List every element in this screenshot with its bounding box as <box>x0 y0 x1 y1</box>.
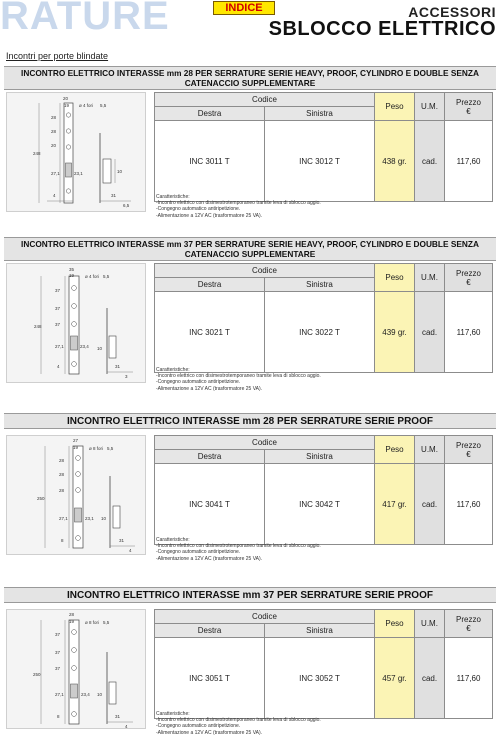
dim-label: 3 <box>125 374 128 379</box>
sinistra-header: Sinistra <box>265 624 375 638</box>
dim-label: 28 <box>51 115 57 120</box>
technical-drawing-4 <box>6 609 146 729</box>
characteristics-notes <box>156 711 356 736</box>
dim-label: 27,1 <box>51 171 60 176</box>
note-line: -Alimentazione a 12V AC (trasformatore 25 VA). <box>156 385 263 392</box>
weight-value: 439 gr. <box>375 292 415 373</box>
code-left: INC 3022 T <box>265 292 375 373</box>
dim-label: 28 <box>59 472 65 477</box>
code-right: INC 3051 T <box>155 638 265 719</box>
um-header: U.M. <box>415 610 445 638</box>
currency-label: € <box>466 106 471 116</box>
dim-label: 37 <box>55 650 61 655</box>
um-header: U.M. <box>415 436 445 464</box>
destra-header: Destra <box>155 624 265 638</box>
dim-label: 37 <box>55 306 61 311</box>
note-line: -Congegno automatico antiripetizione. <box>156 206 241 213</box>
strike-plate-diagram <box>7 264 147 384</box>
product-table-4 <box>154 609 493 719</box>
note-line: -Congegno automatico antiripetizione. <box>156 549 241 556</box>
destra-header: Destra <box>155 450 265 464</box>
dim-label: 19 <box>69 619 75 624</box>
weight-value: 417 gr. <box>375 464 415 545</box>
product-section-4 <box>4 587 496 752</box>
dim-label: 250 <box>37 496 45 501</box>
product-section-3 <box>4 413 496 573</box>
code-right: INC 3041 T <box>155 464 265 545</box>
dim-label: 19 <box>73 445 79 450</box>
unit-value: cad. <box>415 121 445 202</box>
technical-drawing-1 <box>6 92 146 212</box>
dim-label: 37 <box>55 288 61 293</box>
um-header: U.M. <box>415 93 445 121</box>
dim-label: 5,5 <box>100 103 107 108</box>
dim-label: ø 4 fori <box>85 274 100 279</box>
dim-label: 19 <box>64 103 70 108</box>
dim-label: 248 <box>34 324 42 329</box>
note-line: Caratteristiche: <box>156 367 190 373</box>
dim-label: 28 <box>59 488 65 493</box>
prezzo-header <box>445 264 493 292</box>
dim-label: 37 <box>55 666 61 671</box>
category-label: ACCESSORI <box>408 4 496 20</box>
dim-label: 27,1 <box>59 516 68 521</box>
page-header <box>0 0 500 46</box>
dim-label: 20 <box>51 143 57 148</box>
weight-value: 457 gr. <box>375 638 415 719</box>
dim-label: 37 <box>55 632 61 637</box>
dim-label: 35 <box>69 267 75 272</box>
dim-label: 10 <box>97 346 103 351</box>
price-value: 117,60 <box>445 292 493 373</box>
peso-header: Peso <box>375 264 415 292</box>
dim-label: 8 <box>61 538 64 543</box>
note-line: -Incontro elettrico con disimestrotemporaneo tramite leva di sblocco aggio. <box>156 717 321 724</box>
technical-drawing-3 <box>6 435 146 555</box>
prezzo-label: Prezzo <box>456 614 481 624</box>
dim-label: 28 <box>51 129 57 134</box>
product-table-1 <box>154 92 493 202</box>
peso-header: Peso <box>375 93 415 121</box>
unit-value: cad. <box>415 292 445 373</box>
characteristics-notes <box>156 537 356 562</box>
dim-label: 4 <box>125 724 128 729</box>
dim-label: 23,4 <box>80 344 89 349</box>
peso-header: Peso <box>375 610 415 638</box>
code-right: INC 3011 T <box>155 121 265 202</box>
dim-label: 248 <box>33 151 41 156</box>
dim-label: 5,5 <box>103 274 110 279</box>
dim-label: 31 <box>115 714 121 719</box>
dim-label: 31 <box>111 193 117 198</box>
dim-label: 10 <box>101 516 107 521</box>
note-line: Caratteristiche: <box>156 711 190 717</box>
strike-plate-diagram <box>7 93 147 213</box>
peso-header: Peso <box>375 436 415 464</box>
note-line: Caratteristiche: <box>156 537 190 543</box>
section-title: INCONTRO ELETTRICO INTERASSE mm 28 PER SERRATURE SERIE HEAVY, PROOF, CYLINDRO E DOUBLE SENZA CATENACCIO SUPPLEMENTARE <box>4 66 496 90</box>
price-value: 117,60 <box>445 638 493 719</box>
note-line: -Incontro elettrico con disimestrotemporaneo tramite leva di sblocco aggio. <box>156 543 321 550</box>
dim-label: ø 4 fori <box>79 103 94 108</box>
codice-header: Codice <box>155 436 375 450</box>
sinistra-header: Sinistra <box>265 278 375 292</box>
dim-label: 27,1 <box>55 344 64 349</box>
dim-label: 31 <box>119 538 125 543</box>
dim-label: 20 <box>63 96 69 101</box>
codice-header: Codice <box>155 93 375 107</box>
weight-value: 438 gr. <box>375 121 415 202</box>
dim-label: 31 <box>115 364 121 369</box>
dim-label: 23,1 <box>85 516 94 521</box>
dim-label: 250 <box>33 672 41 677</box>
code-left: INC 3052 T <box>265 638 375 719</box>
currency-label: € <box>466 277 471 287</box>
sinistra-header: Sinistra <box>265 450 375 464</box>
dim-label: 10 <box>117 169 123 174</box>
code-left: INC 3042 T <box>265 464 375 545</box>
note-line: -Congegno automatico antiripetizione. <box>156 723 241 730</box>
prezzo-label: Prezzo <box>456 97 481 107</box>
codice-header: Codice <box>155 610 375 624</box>
dim-label: 23,4 <box>81 692 90 697</box>
note-line: -Congegno automatico antiripetizione. <box>156 379 241 386</box>
destra-header: Destra <box>155 278 265 292</box>
dim-label: 23,1 <box>74 171 83 176</box>
note-line: -Alimentazione a 12V AC (trasformatore 25 VA). <box>156 212 263 219</box>
section-title: INCONTRO ELETTRICO INTERASSE mm 37 PER SERRATURE SERIE PROOF <box>4 587 496 603</box>
prezzo-label: Prezzo <box>456 440 481 450</box>
dim-label: 5,5 <box>103 620 110 625</box>
page-subtitle: Incontri per porte blindate <box>6 51 109 61</box>
technical-drawing-2 <box>6 263 146 383</box>
dim-label: 8 <box>57 714 60 719</box>
note-line: Caratteristiche: <box>156 194 190 200</box>
dim-label: 28 <box>69 612 75 617</box>
dim-label: 10 <box>97 692 103 697</box>
prezzo-label: Prezzo <box>456 268 481 278</box>
currency-label: € <box>466 449 471 459</box>
dim-label: 19 <box>69 273 75 278</box>
product-table-2 <box>154 263 493 373</box>
dim-label: 27 <box>73 438 79 443</box>
section-title: INCONTRO ELETTRICO INTERASSE mm 37 PER SERRATURE SERIE HEAVY, PROOF, CYLINDRO E DOUBLE SENZA CATENACCIO SUPPLEMENTARE <box>4 237 496 261</box>
dim-label: 4 <box>53 193 56 198</box>
dim-label: 4 <box>57 364 60 369</box>
section-title: INCONTRO ELETTRICO INTERASSE mm 28 PER SERRATURE SERIE PROOF <box>4 413 496 429</box>
currency-label: € <box>466 623 471 633</box>
prezzo-header <box>445 436 493 464</box>
strike-plate-diagram <box>7 436 147 556</box>
dim-label: 37 <box>55 322 61 327</box>
note-line: -Incontro elettrico con disimestrotemporaneo tramite leva di sblocco aggio. <box>156 373 321 380</box>
unit-value: cad. <box>415 638 445 719</box>
product-section-2 <box>4 237 496 397</box>
um-header: U.M. <box>415 264 445 292</box>
page-title: SBLOCCO ELETTRICO <box>268 18 496 40</box>
code-right: INC 3021 T <box>155 292 265 373</box>
prezzo-header <box>445 610 493 638</box>
dim-label: ø 8 fori <box>85 620 100 625</box>
unit-value: cad. <box>415 464 445 545</box>
note-line: -Alimentazione a 12V AC (trasformatore 25 VA). <box>156 555 263 562</box>
note-line: -Incontro elettrico con disimestrotemporaneo tramite leva di sblocco aggio. <box>156 200 321 207</box>
dim-label: 28 <box>59 458 65 463</box>
price-value: 117,60 <box>445 121 493 202</box>
codice-header: Codice <box>155 264 375 278</box>
dim-label: 27,1 <box>55 692 64 697</box>
dim-label: 4 <box>129 548 132 553</box>
sinistra-header: Sinistra <box>265 107 375 121</box>
dim-label: 6,5 <box>123 203 130 208</box>
code-left: INC 3012 T <box>265 121 375 202</box>
indice-button[interactable]: INDICE <box>213 1 275 15</box>
strike-plate-diagram <box>7 610 147 730</box>
product-table-3 <box>154 435 493 545</box>
product-section-1 <box>4 66 496 226</box>
characteristics-notes <box>156 367 356 392</box>
price-value: 117,60 <box>445 464 493 545</box>
destra-header: Destra <box>155 107 265 121</box>
note-line: -Alimentazione a 12V AC (trasformatore 25 VA). <box>156 729 263 736</box>
dim-label: 5,5 <box>107 446 114 451</box>
watermark-text: RATURE <box>0 0 170 38</box>
dim-label: ø 8 fori <box>89 446 104 451</box>
prezzo-header <box>445 93 493 121</box>
characteristics-notes <box>156 194 356 219</box>
